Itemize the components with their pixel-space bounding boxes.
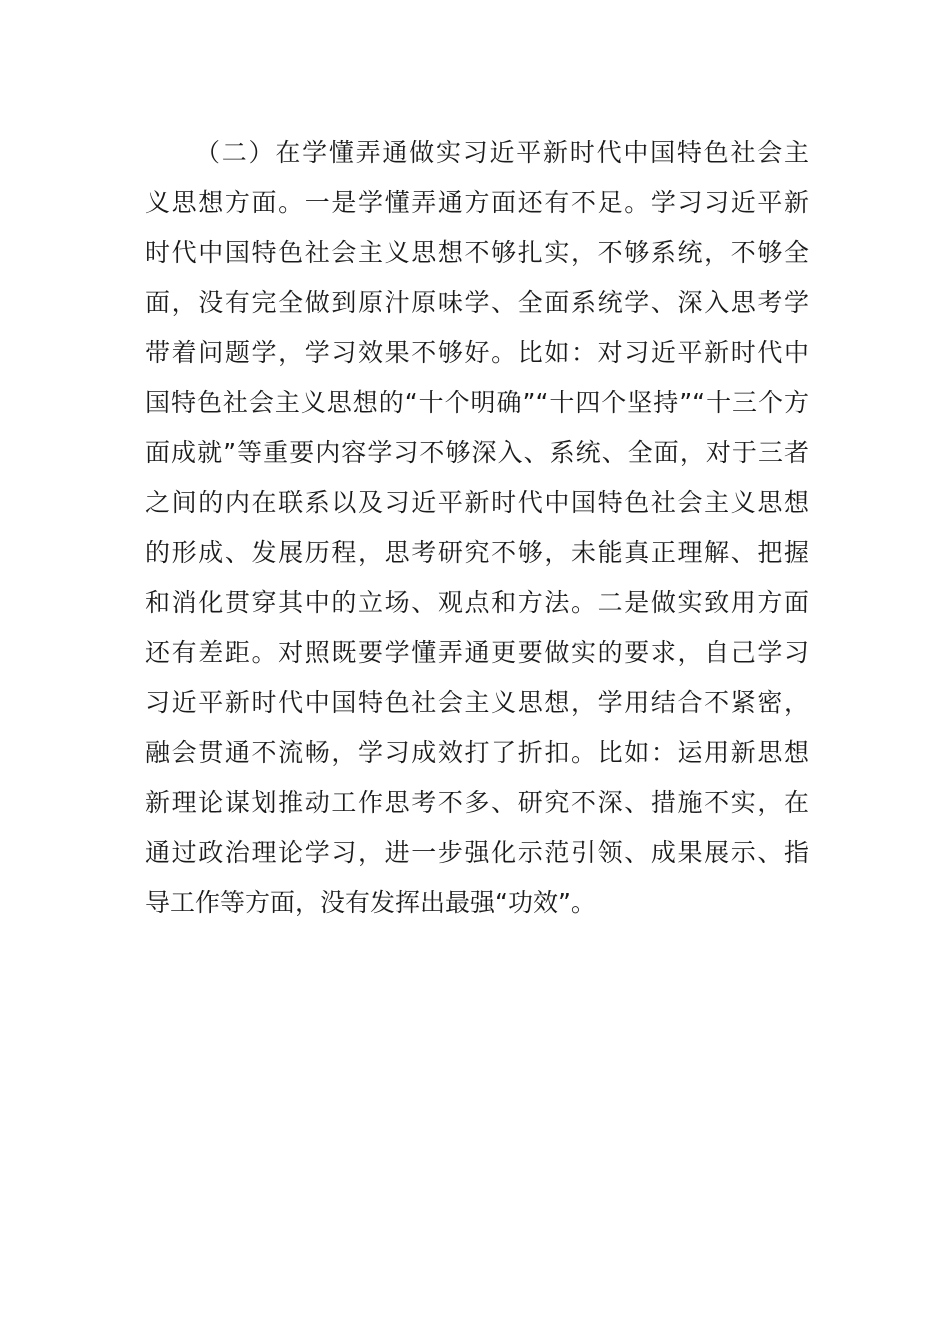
- paragraph-line: 面成就”等重要内容学习不够深入、系统、全面，对于三者: [145, 438, 809, 467]
- paragraph-line: 还有差距。对照既要学懂弄通更要做实的要求，自己学习: [145, 638, 809, 667]
- paragraph-line: 的形成、发展历程，思考研究不够，未能真正理解、把握: [145, 538, 809, 567]
- paragraph-line: 新理论谋划推动工作思考不多、研究不深、措施不实，在: [145, 788, 809, 817]
- paragraph-line: （二）在学懂弄通做实习近平新时代中国特色社会主: [195, 138, 809, 167]
- paragraph-line: 面，没有完全做到原汁原味学、全面系统学、深入思考学: [145, 288, 809, 317]
- paragraph-line: 带着问题学，学习效果不够好。比如：对习近平新时代中: [145, 338, 809, 367]
- paragraph-line: 习近平新时代中国特色社会主义思想，学用结合不紧密，: [145, 688, 809, 717]
- paragraph-line: 和消化贯穿其中的立场、观点和方法。二是做实致用方面: [145, 588, 809, 617]
- paragraph-line: 义思想方面。一是学懂弄通方面还有不足。学习习近平新: [145, 188, 809, 217]
- paragraph-line: 时代中国特色社会主义思想不够扎实，不够系统，不够全: [145, 238, 809, 267]
- paragraph-line: 通过政治理论学习，进一步强化示范引领、成果展示、指: [145, 838, 809, 867]
- body-paragraph: [145, 128, 809, 928]
- paragraph-line: 之间的内在联系以及习近平新时代中国特色社会主义思想: [145, 488, 809, 517]
- paragraph-line: 导工作等方面，没有发挥出最强“功效”。: [145, 888, 596, 917]
- paragraph-line: 融会贯通不流畅，学习成效打了折扣。比如：运用新思想: [145, 738, 809, 767]
- paragraph-line: 国特色社会主义思想的“十个明确”“十四个坚持”“十三个方: [145, 388, 809, 417]
